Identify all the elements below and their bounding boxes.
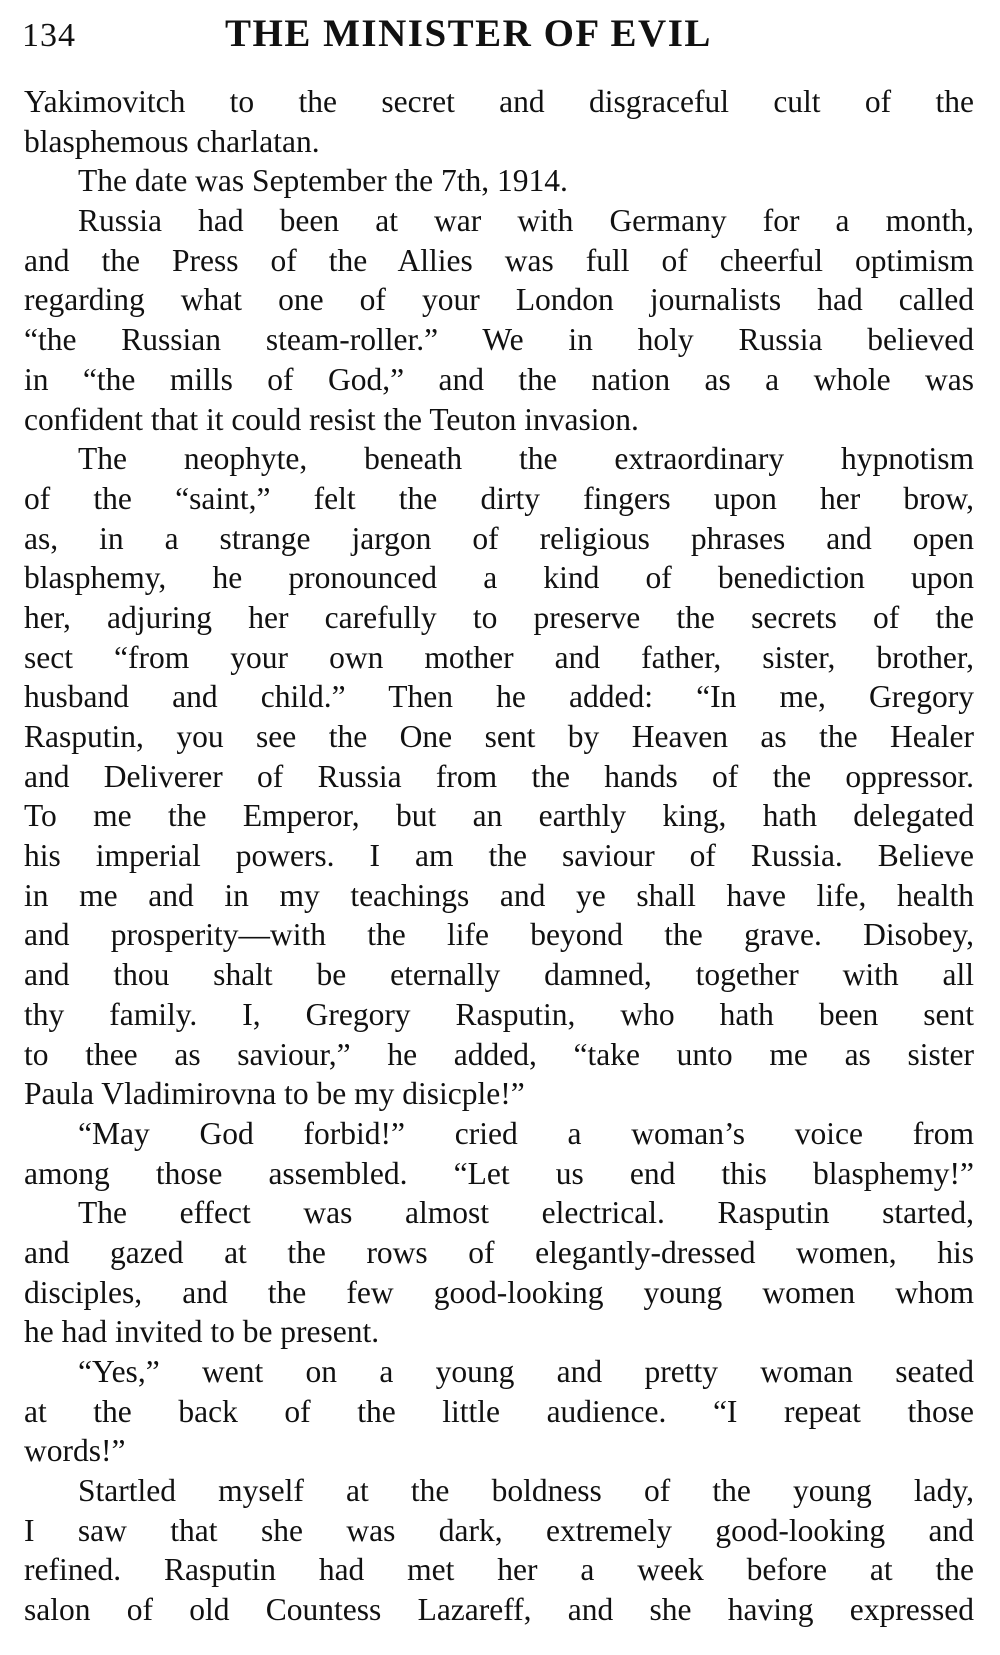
body-text [24,82,974,1630]
text-line: thy family. I, Gregory Rasputin, who hath been sent [24,996,974,1032]
text-line: her, adjuring her carefully to preserve the secrets of the [24,599,974,635]
text-line: The date was September the 7th, 1914. [78,163,568,199]
text-line: “Yes,” went on a young and pretty woman seated [78,1354,974,1389]
text-line: words!” [24,1433,126,1469]
text-line: The effect was almost electrical. Rasputin started, [78,1195,974,1231]
text-line: disciples, and the few good-looking young women whom [24,1274,974,1310]
text-line: of the “saint,” felt the dirty fingers upon her brow, [24,480,974,516]
text-line: The neophyte, beneath the extraordinary hypnotism [78,441,974,477]
text-line: and the Press of the Allies was full of cheerful optimism [24,242,974,278]
text-line: Paula Vladimirovna to be my disicple!” [24,1076,525,1112]
text-line: “May God forbid!” cried a woman’s voice from [78,1115,974,1151]
text-line: Russia had been at war with Germany for a month, [78,203,974,239]
text-line: confident that it could resist the Teuton invasion. [24,401,639,437]
text-line: Yakimovitch to the secret and disgraceful cult of the [24,84,974,119]
page-number: 134 [22,17,76,54]
text-line: blasphemous charlatan. [24,123,320,159]
text-line: he had invited to be present. [24,1314,380,1350]
text-line: among those assembled. “Let us end this blasphemy!” [24,1155,974,1191]
text-line: and prosperity—with the life beyond the grave. Disobey, [24,917,974,953]
text-line: his imperial powers. I am the saviour of Russia. Believe [24,838,974,874]
text-line: refined. Rasputin had met her a week before at the [24,1552,974,1588]
text-line: “the Russian steam-roller.” We in holy Russia believed [24,322,974,358]
text-line: Rasputin, you see the One sent by Heaven as the Healer [24,719,974,754]
text-line: I saw that she was dark, extremely good-looking and [24,1512,974,1548]
text-line: in “the mills of God,” and the nation as a whole was [24,361,974,397]
text-line: salon of old Countess Lazareff, and she having expressed [24,1592,974,1628]
text-line: as, in a strange jargon of religious phrases and open [24,520,974,556]
text-line: and Deliverer of Russia from the hands of the oppressor. [24,758,974,794]
text-line: sect “from your own mother and father, sister, brother, [24,639,974,675]
text-line: in me and in my teachings and ye shall have life, health [24,877,974,913]
text-line: regarding what one of your London journalists had called [24,282,974,318]
text-line: and thou shalt be eternally damned, together with all [24,957,974,993]
text-line: Startled myself at the boldness of the young lady, [78,1473,974,1509]
text-line: at the back of the little audience. “I repeat those [24,1393,974,1429]
running-title: THE MINISTER OF EVIL [225,12,712,55]
text-line: blasphemy, he pronounced a kind of benediction upon [24,560,974,596]
text-line: husband and child.” Then he added: “In me, Gregory [24,679,974,715]
text-line: To me the Emperor, but an earthly king, hath delegated [24,798,974,834]
page-header [22,10,982,62]
text-line: to thee as saviour,” he added, “take unto me as sister [24,1036,974,1072]
text-line: and gazed at the rows of elegantly-dressed women, his [24,1234,974,1270]
